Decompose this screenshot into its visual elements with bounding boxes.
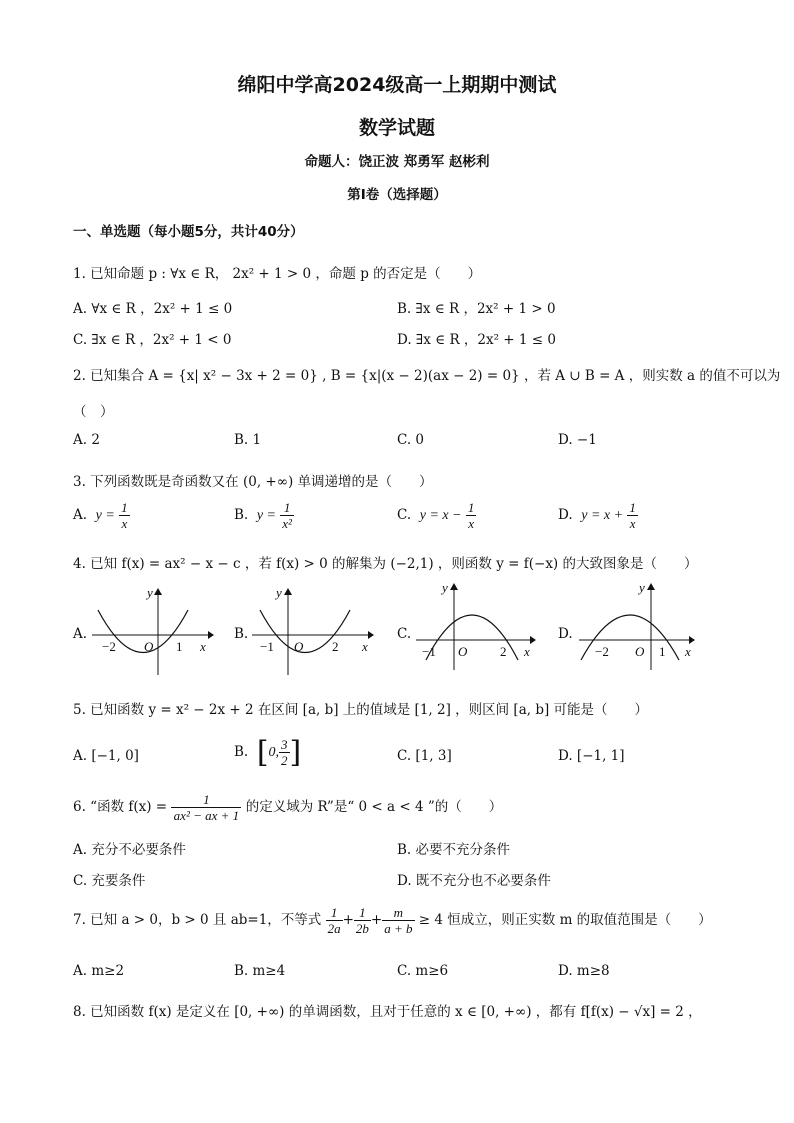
question-6-stem: 6. “函数 f(x) = $\frac{1}{\text{ax² − ax + 1}}$ 的定义域为 R”是“ 0 < a < 4 ”的（ ） xyxy=(73,792,503,823)
svg-text:y: y xyxy=(276,585,282,600)
svg-text:y: y xyxy=(442,580,448,595)
fraction: $\frac{1}{x}$ xyxy=(467,500,475,531)
question-7-option-c: C. m≥6 xyxy=(397,963,449,979)
fraction: $\frac{3}{2}$ xyxy=(281,737,288,768)
question-2-option-a: A. 2 xyxy=(73,432,100,448)
svg-text:1: 1 xyxy=(659,644,666,659)
question-3-option-b: B. y = $\frac{1}{\text{x²}}$ xyxy=(234,500,292,531)
question-5-option-b: B. [0, $\frac{3}{2}$ ] xyxy=(234,735,302,770)
svg-text:−1: −1 xyxy=(260,639,274,654)
fraction: $\frac{1}{2a}$ xyxy=(327,905,341,936)
svg-text:1: 1 xyxy=(176,639,183,654)
fraction: $\frac{1}{x}$ xyxy=(629,500,636,531)
question-5-option-c: C. [1, 3] xyxy=(397,748,452,764)
svg-text:y: y xyxy=(147,585,153,600)
svg-text:2: 2 xyxy=(332,639,339,654)
svg-text:O: O xyxy=(458,644,468,659)
svg-text:−2: −2 xyxy=(102,639,116,654)
question-1-option-a: A. ∀x ∈ R ，2x² + 1 ≤ 0 xyxy=(73,301,233,317)
graph-option-c xyxy=(412,580,542,675)
question-4-option-d: D. xyxy=(558,626,573,642)
question-5-stem: 5. 已知函数 y = x² − 2x + 2 在区间 [a, b] 上的值域是 [1, 2] ，则区间 [a, b] 可能是（ ） xyxy=(73,702,649,718)
svg-text:x: x xyxy=(685,644,691,659)
fraction: $\frac{1}{2b}$ xyxy=(355,905,369,936)
question-4-option-b: B. xyxy=(234,626,249,642)
question-6-option-b: B. 必要不充分条件 xyxy=(397,842,511,858)
question-3-option-d: D. y = x + $\frac{1}{x}$ xyxy=(558,500,636,531)
question-2-option-b: B. 1 xyxy=(234,432,262,448)
question-7-option-a: A. m≥2 xyxy=(73,963,125,979)
question-7-stem: 7. 已知 a > 0，b > 0 且 ab=1，不等式 $\frac{1}{2a}$ + $\frac{1}{2b}$ + $\frac{m}{a + b}$ ≥ 4 恒成立，则正实数 m 的取值范围是（ ） xyxy=(73,905,712,936)
question-8-stem: 8. 已知函数 f(x) 是定义在 [0, +∞) 的单调函数，且对于任意的 x ∈ [0, +∞) ，都有 f[f(x) − √x] = 2 ， xyxy=(73,1004,702,1020)
svg-text:−1: −1 xyxy=(422,644,436,659)
svg-text:2: 2 xyxy=(500,644,507,659)
question-7-option-d: D. m≥8 xyxy=(558,963,610,979)
fraction: $\frac{1}{x}$ xyxy=(121,500,128,531)
svg-text:y: y xyxy=(639,580,645,595)
graph-option-b xyxy=(248,585,378,680)
svg-text:−2: −2 xyxy=(595,644,609,659)
question-3-option-c: C. y = x − $\frac{1}{x}$ xyxy=(397,500,475,531)
question-1-option-b: B. ∃x ∈ R ，2x² + 1 > 0 xyxy=(397,301,556,317)
graph-option-a xyxy=(88,585,218,680)
question-6-option-c: C. 充要条件 xyxy=(73,873,146,889)
fraction: $\frac{1}{\text{ax² − ax + 1}}$ xyxy=(171,792,241,823)
svg-text:x: x xyxy=(524,644,530,659)
svg-text:x: x xyxy=(200,639,206,654)
fraction: $\frac{1}{\text{x²}}$ xyxy=(282,500,292,531)
svg-text:x: x xyxy=(362,639,368,654)
exam-title: 绵阳中学高2024级高一上期期中测试 xyxy=(237,74,557,96)
question-5-option-a: A. [−1, 0] xyxy=(73,748,139,764)
graph-option-d xyxy=(575,580,705,675)
svg-text:O: O xyxy=(294,639,304,654)
exam-subtitle: 数学试题 xyxy=(358,117,435,139)
question-4-option-c: C. xyxy=(397,626,412,642)
volume-heading: 第Ⅰ卷（选择题） xyxy=(347,187,447,203)
question-1-option-c: C. ∃x ∈ R ，2x² + 1 < 0 xyxy=(73,332,232,348)
question-1-option-d: D. ∃x ∈ R ，2x² + 1 ≤ 0 xyxy=(397,332,556,348)
question-5-option-d: D. [−1, 1] xyxy=(558,748,625,764)
question-2-option-d: D. −1 xyxy=(558,432,597,448)
question-6-option-a: A. 充分不必要条件 xyxy=(73,842,186,858)
question-4-stem: 4. 已知 f(x) = ax² − x − c ，若 f(x) > 0 的解集为 (−2,1) ，则函数 y = f(−x) 的大致图象是（ ） xyxy=(73,556,698,572)
section-heading: 一、单选题（每小题5分，共计40分） xyxy=(73,224,304,240)
question-1-stem: 1. 已知命题 p : ∀x ∈ R， 2x² + 1 > 0 ，命题 p 的否定是（ ） xyxy=(73,266,482,282)
svg-text:O: O xyxy=(144,639,154,654)
question-2-stem-bracket: （ ） xyxy=(73,404,114,420)
question-4-option-a: A. xyxy=(73,626,88,642)
question-2-stem: 2. 已知集合 A = {x| x² − 3x + 2 = 0} , B = {x|(x − 2)(ax − 2) = 0} ，若 A ∪ B = A ，则实数 a 的值不可以为 xyxy=(73,368,781,384)
svg-text:O: O xyxy=(635,644,645,659)
fraction: $\frac{m}{a + b}$ xyxy=(384,905,413,936)
question-3-stem: 3. 下列函数既是奇函数又在 (0, +∞) 单调递增的是（ ） xyxy=(73,474,433,490)
exam-authors: 命题人：饶正波 郑勇军 赵彬利 xyxy=(304,154,490,170)
question-2-option-c: C. 0 xyxy=(397,432,425,448)
question-7-option-b: B. m≥4 xyxy=(234,963,286,979)
question-3-option-a: A. y = $\frac{1}{x}$ xyxy=(73,500,128,531)
question-6-option-d: D. 既不充分也不必要条件 xyxy=(397,873,551,889)
